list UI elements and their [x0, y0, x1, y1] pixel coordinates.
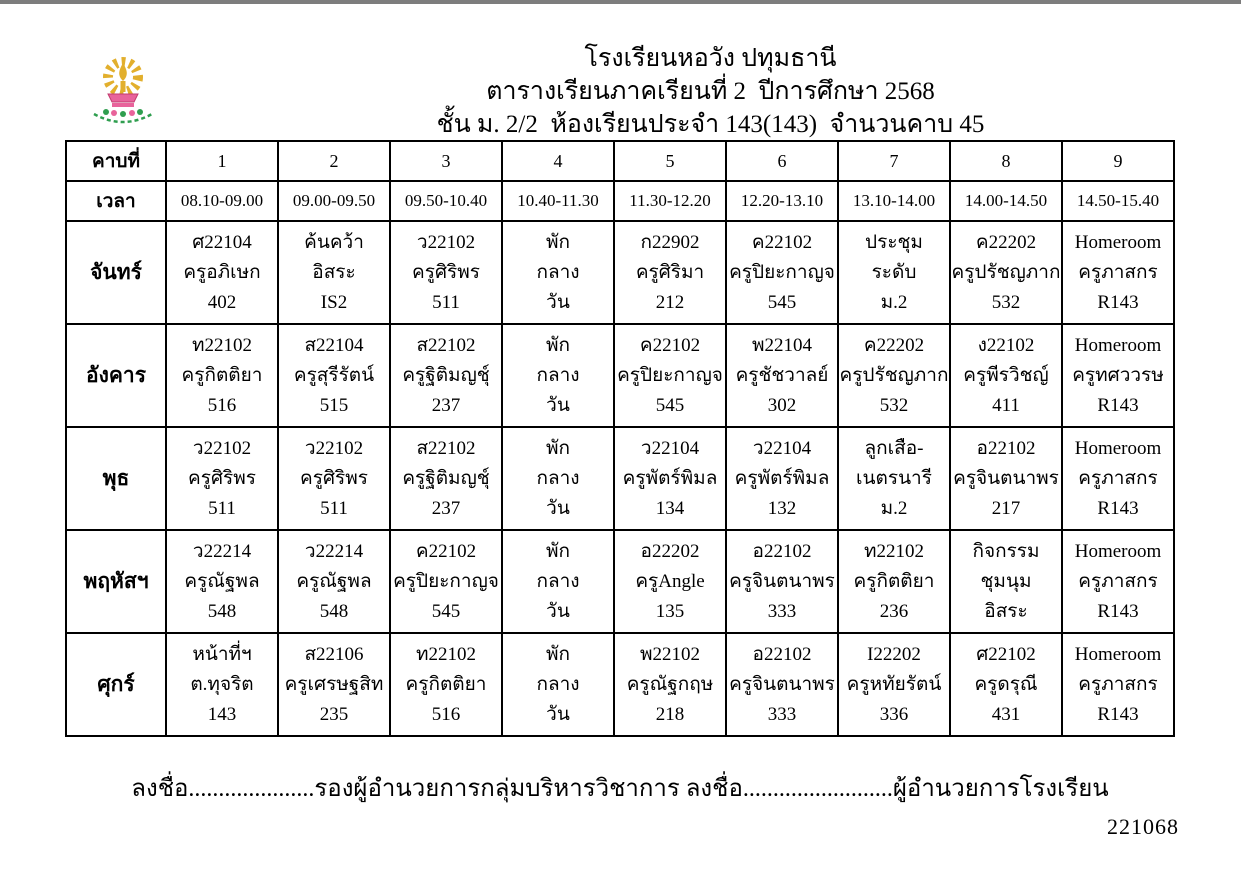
- timetable: [65, 140, 1175, 737]
- time-cell: 10.40-11.30: [502, 181, 614, 221]
- cell-line: ครูฐิติมญชุ์: [402, 364, 490, 386]
- time-cell: 11.30-12.20: [614, 181, 726, 221]
- cell-line: 548: [207, 600, 237, 622]
- cell-line: 237: [431, 497, 461, 519]
- cell-line: ครูสุรีรัตน์: [293, 364, 375, 386]
- schedule-cell: [726, 221, 838, 324]
- cell-line: อ22102: [752, 643, 812, 665]
- cell-line: 333: [767, 703, 797, 725]
- cell-line: ม.2: [880, 291, 908, 313]
- day-row: [66, 633, 1174, 736]
- cell-line: R143: [1097, 291, 1139, 313]
- cell-line: ครูดรุณี: [974, 673, 1038, 695]
- cell-line: 545: [767, 291, 797, 313]
- cell-line: อ22102: [752, 540, 812, 562]
- cell-line: ค22102: [639, 334, 701, 356]
- schedule-cell: [166, 530, 278, 633]
- schedule-cell: [614, 427, 726, 530]
- cell-line: ครูพัตร์พิมล: [622, 467, 718, 489]
- cell-line: ครูพีรวิชญ์: [963, 364, 1049, 386]
- cell-line: Homeroom: [1074, 334, 1162, 356]
- cell-line: ค22102: [751, 231, 813, 253]
- schedule-cell: [1062, 427, 1174, 530]
- schedule-cell: [390, 427, 502, 530]
- schedule-cell: [502, 633, 614, 736]
- cell-line: ครูทศววรษ: [1072, 364, 1164, 386]
- cell-line: ประชุม: [865, 231, 923, 253]
- schedule-cell: [278, 633, 390, 736]
- period-number: 9: [1062, 141, 1174, 181]
- day-label: จันทร์: [66, 221, 166, 324]
- time-cell: 14.50-15.40: [1062, 181, 1174, 221]
- period-number: 1: [166, 141, 278, 181]
- cell-line: ครูณัฐพล: [296, 570, 372, 592]
- cell-line: ครูภาสกร: [1078, 467, 1158, 489]
- cell-line: ค22102: [415, 540, 477, 562]
- cell-line: ครูภาสกร: [1078, 673, 1158, 695]
- schedule-cell: [838, 427, 950, 530]
- schedule-cell: [1062, 530, 1174, 633]
- period-number: 7: [838, 141, 950, 181]
- cell-line: วัน: [546, 600, 570, 622]
- cell-line: ครูชัชวาลย์: [735, 364, 829, 386]
- day-label: อังคาร: [66, 324, 166, 427]
- time-cell: 14.00-14.50: [950, 181, 1062, 221]
- schedule-cell: [614, 530, 726, 633]
- cell-line: ครูจินตนาพร: [729, 570, 835, 592]
- cell-line: พัก: [545, 643, 571, 665]
- cell-line: กลาง: [536, 467, 580, 489]
- cell-line: ส22104: [304, 334, 364, 356]
- cell-line: ครูปิยะกาญจ: [617, 364, 723, 386]
- cell-line: ว22214: [304, 540, 364, 562]
- cell-line: ม.2: [880, 497, 908, 519]
- top-divider: [0, 0, 1241, 4]
- cell-line: พัก: [545, 334, 571, 356]
- cell-line: 545: [431, 600, 461, 622]
- schedule-cell: [838, 530, 950, 633]
- cell-line: ครูหทัยรัตน์: [846, 673, 942, 695]
- cell-line: 237: [431, 394, 461, 416]
- cell-line: หน้าที่ฯ: [192, 643, 252, 665]
- cell-line: ครูปิยะกาญจ: [393, 570, 499, 592]
- cell-line: พัก: [545, 437, 571, 459]
- cell-line: กิจกรรม: [972, 540, 1040, 562]
- cell-line: ครูปิยะกาญจ: [729, 261, 835, 283]
- schedule-cell: [726, 427, 838, 530]
- cell-line: พัก: [545, 540, 571, 562]
- cell-line: ครูปรัชญภาก: [839, 364, 949, 386]
- day-row: [66, 221, 1174, 324]
- time-row: [66, 181, 1174, 221]
- schedule-cell: [502, 221, 614, 324]
- schedule-cell: [614, 324, 726, 427]
- schedule-cell: [950, 324, 1062, 427]
- cell-line: ว22102: [416, 231, 476, 253]
- cell-line: 134: [655, 497, 685, 519]
- cell-line: ครูภาสกร: [1078, 261, 1158, 283]
- day-label: ศุกร์: [66, 633, 166, 736]
- cell-line: Homeroom: [1074, 540, 1162, 562]
- cell-line: ครูกิตติยา: [405, 673, 487, 695]
- period-label-cell: คาบที่: [66, 141, 166, 181]
- cell-line: ว22102: [304, 437, 364, 459]
- cell-line: 516: [431, 703, 461, 725]
- schedule-cell: [502, 324, 614, 427]
- schedule-title: ตารางเรียนภาคเรียนที่ 2 ปีการศึกษา 2568: [486, 78, 935, 105]
- cell-line: พ22104: [751, 334, 813, 356]
- cell-line: R143: [1097, 600, 1139, 622]
- cell-line: ท22102: [191, 334, 253, 356]
- header-titles: [180, 42, 1241, 141]
- cell-line: ว22104: [752, 437, 812, 459]
- cell-line: 511: [320, 497, 348, 519]
- cell-line: ครูณัฐกฤษ: [626, 673, 714, 695]
- cell-line: ระดับ: [871, 261, 917, 283]
- schedule-cell: [726, 530, 838, 633]
- cell-line: กลาง: [536, 364, 580, 386]
- day-row: [66, 427, 1174, 530]
- schedule-cell: [726, 324, 838, 427]
- schedule-cell: [278, 530, 390, 633]
- cell-line: ครูศิริมา: [635, 261, 705, 283]
- schedule-cell: [278, 324, 390, 427]
- day-label: พุธ: [66, 427, 166, 530]
- period-number: 2: [278, 141, 390, 181]
- schedule-cell: [502, 530, 614, 633]
- cell-line: กลาง: [536, 570, 580, 592]
- cell-line: ครูศิริพร: [412, 261, 480, 283]
- cell-line: ว22102: [192, 437, 252, 459]
- cell-line: ครูจินตนาพร: [953, 467, 1059, 489]
- cell-line: 545: [655, 394, 685, 416]
- cell-line: พ22102: [639, 643, 701, 665]
- cell-line: ครูอภิเษก: [183, 261, 261, 283]
- day-row: [66, 324, 1174, 427]
- cell-line: ว22214: [192, 540, 252, 562]
- day-row: [66, 530, 1174, 633]
- cell-line: 515: [319, 394, 349, 416]
- cell-line: ชุมนุม: [980, 570, 1032, 592]
- time-cell: 12.20-13.10: [726, 181, 838, 221]
- cell-line: 333: [767, 600, 797, 622]
- cell-line: เนตรนารี: [856, 467, 932, 489]
- cell-line: 411: [992, 394, 1020, 416]
- cell-line: 548: [319, 600, 349, 622]
- cell-line: ลูกเสือ-: [864, 437, 924, 459]
- period-number: 8: [950, 141, 1062, 181]
- day-label: พฤหัสฯ: [66, 530, 166, 633]
- cell-line: ส22102: [416, 334, 476, 356]
- cell-line: 516: [207, 394, 237, 416]
- cell-line: ครูพัตร์พิมล: [734, 467, 830, 489]
- period-header-row: [66, 141, 1174, 181]
- class-info: ชั้น ม. 2/2 ห้องเรียนประจำ 143(143) จำนวนคาบ 45: [436, 111, 985, 138]
- period-number: 5: [614, 141, 726, 181]
- schedule-cell: [950, 530, 1062, 633]
- cell-line: ค22202: [863, 334, 925, 356]
- cell-line: ศ22102: [976, 643, 1036, 665]
- cell-line: ครูเศรษฐสิท: [284, 673, 384, 695]
- cell-line: ก22902: [640, 231, 700, 253]
- schedule-cell: [950, 427, 1062, 530]
- cell-line: ครูกิตติยา: [853, 570, 935, 592]
- cell-line: 132: [767, 497, 797, 519]
- cell-line: 511: [432, 291, 460, 313]
- cell-line: 218: [655, 703, 685, 725]
- time-cell: 09.50-10.40: [390, 181, 502, 221]
- cell-line: R143: [1097, 703, 1139, 725]
- cell-line: 236: [879, 600, 909, 622]
- schedule-cell: [950, 221, 1062, 324]
- school-crest-logo: [84, 50, 162, 138]
- cell-line: อ22202: [640, 540, 700, 562]
- signature-line: ลงชื่อ.....................รองผู้อำนวยการกลุ่มบริหารวิชาการ ลงชื่อ.........................ผู้อำนวยการโรงเรียน: [131, 776, 1109, 802]
- schedule-cell: [390, 324, 502, 427]
- schedule-cell: [950, 633, 1062, 736]
- schedule-cell: [1062, 221, 1174, 324]
- cell-line: ท22102: [415, 643, 477, 665]
- schedule-cell: [838, 324, 950, 427]
- time-cell: 09.00-09.50: [278, 181, 390, 221]
- cell-line: ว22104: [640, 437, 700, 459]
- cell-line: 336: [879, 703, 909, 725]
- cell-line: กลาง: [536, 673, 580, 695]
- cell-line: 532: [991, 291, 1021, 313]
- cell-line: Homeroom: [1074, 231, 1162, 253]
- cell-line: IS2: [320, 291, 348, 313]
- schedule-cell: [390, 530, 502, 633]
- cell-line: วัน: [546, 291, 570, 313]
- schedule-cell: [614, 633, 726, 736]
- cell-line: 235: [319, 703, 349, 725]
- cell-line: ครูกิตติยา: [181, 364, 263, 386]
- time-label-cell: เวลา: [66, 181, 166, 221]
- cell-line: 431: [991, 703, 1021, 725]
- cell-line: อิสระ: [984, 600, 1028, 622]
- cell-line: I22202: [867, 643, 921, 665]
- schedule-cell: [838, 221, 950, 324]
- cell-line: Homeroom: [1074, 437, 1162, 459]
- cell-line: 135: [655, 600, 685, 622]
- period-number: 4: [502, 141, 614, 181]
- cell-line: พัก: [545, 231, 571, 253]
- schedule-cell: [1062, 324, 1174, 427]
- schedule-cell: [166, 221, 278, 324]
- cell-line: ท22102: [863, 540, 925, 562]
- cell-line: ส22102: [416, 437, 476, 459]
- cell-line: ครูศิริพร: [188, 467, 256, 489]
- schedule-cell: [278, 221, 390, 324]
- school-crest-icon: [84, 50, 162, 138]
- schedule-cell: [1062, 633, 1174, 736]
- cell-line: 217: [991, 497, 1021, 519]
- cell-line: R143: [1097, 497, 1139, 519]
- cell-line: วัน: [546, 703, 570, 725]
- cell-line: ง22102: [977, 334, 1035, 356]
- schedule-cell: [390, 221, 502, 324]
- cell-line: 143: [207, 703, 237, 725]
- cell-line: ครูศิริพร: [300, 467, 368, 489]
- period-number: 3: [390, 141, 502, 181]
- cell-line: ต.ทุจริต: [190, 673, 254, 695]
- cell-line: วัน: [546, 497, 570, 519]
- cell-line: ค้นคว้า: [304, 231, 364, 253]
- cell-line: อ22102: [976, 437, 1036, 459]
- time-cell: 08.10-09.00: [166, 181, 278, 221]
- cell-line: วัน: [546, 394, 570, 416]
- cell-line: ครูAngle: [635, 570, 705, 592]
- cell-line: 302: [767, 394, 797, 416]
- cell-line: ครูฐิติมญชุ์: [402, 467, 490, 489]
- cell-line: 402: [207, 291, 237, 313]
- schedule-cell: [614, 221, 726, 324]
- cell-line: ครูภาสกร: [1078, 570, 1158, 592]
- school-name: โรงเรียนหอวัง ปทุมธานี: [584, 45, 837, 72]
- schedule-cell: [838, 633, 950, 736]
- cell-line: 511: [208, 497, 236, 519]
- cell-line: ส22106: [304, 643, 364, 665]
- schedule-cell: [726, 633, 838, 736]
- schedule-cell: [166, 427, 278, 530]
- cell-line: ครูจินตนาพร: [729, 673, 835, 695]
- cell-line: ครูณัฐพล: [184, 570, 260, 592]
- cell-line: กลาง: [536, 261, 580, 283]
- schedule-cell: [278, 427, 390, 530]
- cell-line: อิสระ: [312, 261, 356, 283]
- cell-line: ศ22104: [192, 231, 252, 253]
- time-cell: 13.10-14.00: [838, 181, 950, 221]
- document-number: 221068: [1107, 814, 1179, 839]
- cell-line: ครูปรัชญภาก: [951, 261, 1061, 283]
- schedule-cell: [166, 633, 278, 736]
- cell-line: Homeroom: [1074, 643, 1162, 665]
- schedule-cell: [502, 427, 614, 530]
- cell-line: 532: [879, 394, 909, 416]
- cell-line: 212: [655, 291, 685, 313]
- cell-line: ค22202: [975, 231, 1037, 253]
- period-number: 6: [726, 141, 838, 181]
- schedule-cell: [390, 633, 502, 736]
- schedule-cell: [166, 324, 278, 427]
- cell-line: R143: [1097, 394, 1139, 416]
